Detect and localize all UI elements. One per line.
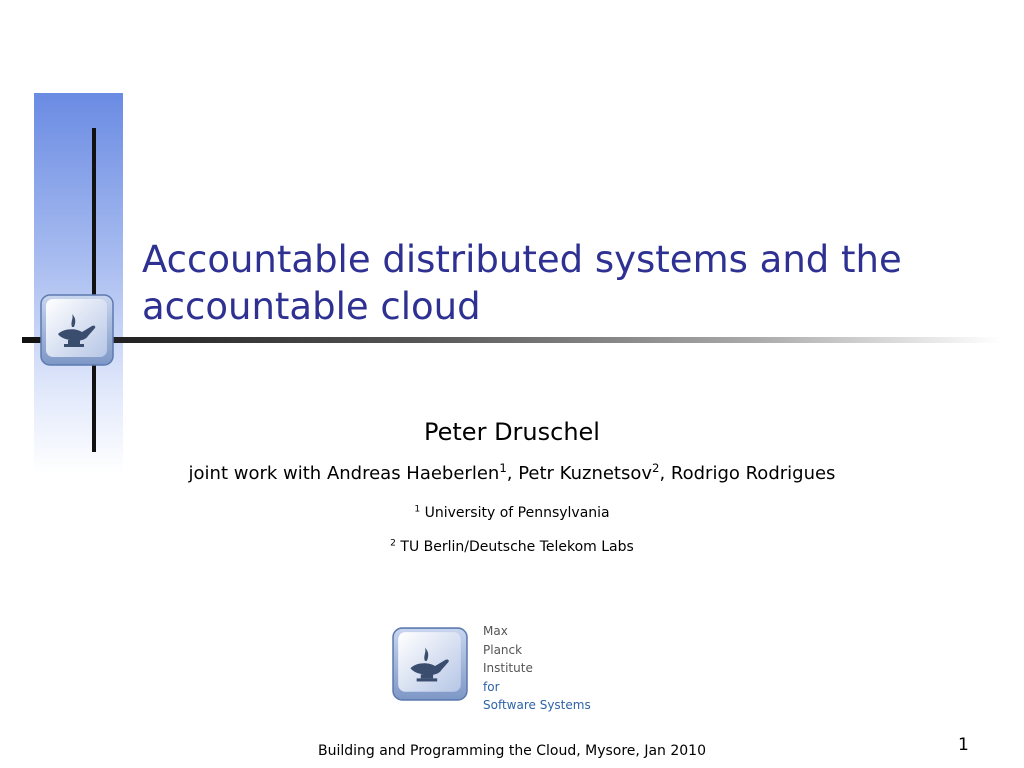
affiliation-2-text: TU Berlin/Deutsche Telekom Labs (400, 539, 634, 555)
lamp-logo-icon (40, 294, 114, 366)
joint-sup-1: 1 (499, 461, 507, 475)
affiliation-1 (0, 505, 1024, 521)
decorative-horizontal-line (22, 337, 1000, 343)
joint-text-suffix: , Rodrigo Rodrigues (659, 463, 836, 484)
joint-text-prefix: joint work with Andreas Haeberlen (188, 463, 500, 484)
decorative-blue-band (34, 93, 123, 473)
mpi-lamp-icon (392, 626, 468, 702)
joint-work-line (0, 463, 1024, 484)
mpi-line-software-systems: Software Systems (483, 698, 591, 712)
slide-footer: Building and Programming the Cloud, Mysore, Jan 2010 (317, 743, 706, 759)
slide-title: Accountable distributed systems and the accountable cloud (142, 238, 902, 328)
mpi-logo-text (483, 622, 591, 715)
affiliation-1-text: University of Pennsylvania (424, 505, 610, 521)
page-number: 1 (958, 735, 969, 755)
affiliation-2 (0, 539, 1024, 555)
author-name: Peter Druschel (424, 418, 600, 446)
affiliation-1-mark: 1 (414, 504, 421, 515)
joint-text-mid: , Petr Kuznetsov (506, 463, 653, 484)
mpi-logo (380, 614, 630, 719)
mpi-line-institute: Institute (483, 661, 533, 675)
mpi-line-for: for (483, 679, 500, 694)
affiliation-2-mark: 2 (390, 538, 396, 549)
mpi-line-max: Max (483, 624, 508, 638)
decorative-vertical-line (92, 128, 96, 452)
joint-sup-2: 2 (652, 461, 660, 475)
mpi-line-planck: Planck (483, 642, 523, 657)
